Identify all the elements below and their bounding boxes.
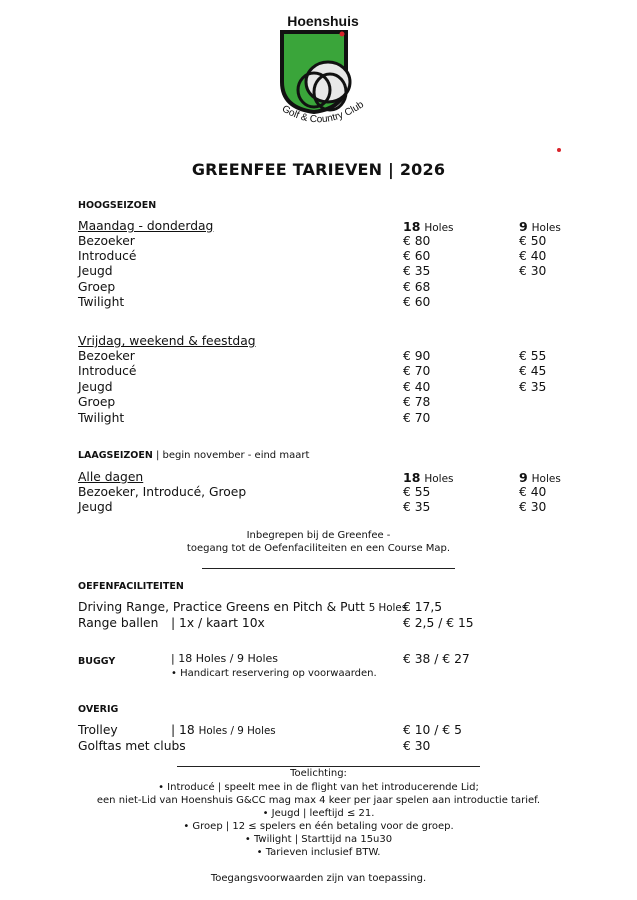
row-name: Bezoeker, Introducé, Groep bbox=[78, 485, 247, 499]
price-18: € 40 bbox=[403, 380, 431, 394]
price: € 17,5 bbox=[403, 600, 443, 614]
trolley-holes: Holes / 9 Holes bbox=[198, 725, 276, 737]
price-18: € 70 bbox=[403, 411, 431, 425]
divider bbox=[177, 766, 480, 767]
row-name: Golftas met clubs bbox=[78, 739, 186, 753]
price: € 30 bbox=[403, 739, 431, 753]
row-name: Range ballen bbox=[78, 616, 159, 630]
row-name: Jeugd bbox=[78, 264, 113, 278]
trolley-bar: | 18 bbox=[171, 723, 195, 737]
row-name: Groep bbox=[78, 395, 116, 409]
price-18: € 90 bbox=[403, 349, 431, 363]
row-name: Twilight bbox=[78, 411, 125, 425]
col9-txt: Holes bbox=[531, 222, 561, 234]
price-9: € 30 bbox=[519, 500, 547, 514]
section-heading-laagseizoen bbox=[78, 450, 309, 461]
price-9: € 50 bbox=[519, 234, 547, 248]
col9-txt: Holes bbox=[531, 473, 561, 485]
col9-num: 9 bbox=[519, 470, 528, 485]
row-name: Trolley bbox=[78, 723, 118, 737]
row-name: Introducé bbox=[78, 364, 137, 378]
logo-shield-icon bbox=[268, 8, 378, 133]
toelichting-heading: Toelichting: bbox=[290, 768, 347, 779]
section-heading-buggy: BUGGY bbox=[78, 656, 116, 667]
price-18: € 78 bbox=[403, 395, 431, 409]
price-18: € 60 bbox=[403, 295, 431, 309]
inbegrepen-line-1: Inbegrepen bij de Greenfee - bbox=[246, 530, 391, 541]
driving-range-row bbox=[78, 600, 407, 614]
column-header-9-holes bbox=[519, 219, 561, 234]
toelichting-footer: Toegangsvoorwaarden zijn van toepassing. bbox=[210, 873, 427, 884]
section-heading-oefenfaciliteiten: OEFENFACILITEITEN bbox=[78, 581, 184, 592]
price: € 10 / € 5 bbox=[403, 723, 462, 737]
toelichting-line: een niet-Lid van Hoenshuis G&CC mag max 4 keer per jaar spelen aan introductie tarief. bbox=[96, 795, 541, 806]
price-18: € 35 bbox=[403, 500, 431, 514]
toelichting-line: • Groep | 12 ≤ spelers en één betaling voor de groep. bbox=[183, 821, 454, 832]
price-9: € 55 bbox=[519, 349, 547, 363]
buggy-price: € 38 / € 27 bbox=[403, 652, 470, 666]
toelichting-line: • Tarieven inclusief BTW. bbox=[256, 847, 381, 858]
col18-num: 18 bbox=[403, 219, 421, 234]
column-header-18-holes bbox=[403, 470, 454, 485]
row-name: Groep bbox=[78, 280, 116, 294]
buggy-detail: | 18 Holes / 9 Holes bbox=[171, 652, 279, 665]
price-9: € 40 bbox=[519, 485, 547, 499]
price: € 2,5 / € 15 bbox=[403, 616, 474, 630]
toelichting-line: • Twilight | Starttijd na 15u30 bbox=[244, 834, 393, 845]
row-name: Bezoeker bbox=[78, 349, 135, 363]
logo-subtitle: Golf & Country Club bbox=[279, 99, 366, 126]
row-name: Introducé bbox=[78, 249, 137, 263]
row-name: Jeugd bbox=[78, 500, 113, 514]
section-heading-hoogseizoen: HOOGSEIZOEN bbox=[78, 200, 157, 211]
column-header-18-holes bbox=[403, 219, 454, 234]
alle-dagen-label: Alle dagen bbox=[78, 470, 144, 484]
col18-txt: Holes bbox=[424, 222, 454, 234]
price-9: € 45 bbox=[519, 364, 547, 378]
price-18: € 70 bbox=[403, 364, 431, 378]
price-9: € 30 bbox=[519, 264, 547, 278]
laagseizoen-note: | begin november - eind maart bbox=[152, 450, 310, 461]
row-name: Bezoeker bbox=[78, 234, 135, 248]
price-18: € 80 bbox=[403, 234, 431, 248]
toelichting-line: • Jeugd | leeftijd ≤ 21. bbox=[262, 808, 375, 819]
price-9: € 35 bbox=[519, 380, 547, 394]
red-dot-mark bbox=[557, 148, 561, 152]
buggy-note: • Handicart reservering op voorwaarden. bbox=[171, 668, 377, 679]
price-9: € 40 bbox=[519, 249, 547, 263]
trolley-detail bbox=[171, 723, 276, 737]
col18-num: 18 bbox=[403, 470, 421, 485]
weekend-label: Vrijdag, weekend & feestdag bbox=[78, 334, 256, 348]
club-logo bbox=[268, 8, 378, 133]
laagseizoen-title: LAAGSEIZOEN bbox=[78, 450, 153, 461]
price-18: € 55 bbox=[403, 485, 431, 499]
logo-name: Hoenshuis bbox=[287, 13, 359, 29]
col18-txt: Holes bbox=[424, 473, 454, 485]
page-title: GREENFEE TARIEVEN | 2026 bbox=[191, 160, 446, 179]
price-18: € 60 bbox=[403, 249, 431, 263]
price-18: € 35 bbox=[403, 264, 431, 278]
column-header-9-holes bbox=[519, 470, 561, 485]
col9-num: 9 bbox=[519, 219, 528, 234]
inbegrepen-line-2: toegang tot de Oefenfaciliteiten en een Course Map. bbox=[186, 543, 451, 554]
section-heading-overig: OVERIG bbox=[78, 704, 119, 715]
row-name: Twilight bbox=[78, 295, 125, 309]
row-holes: 5 Holes bbox=[368, 602, 408, 614]
divider bbox=[202, 568, 455, 569]
row-detail: | 1x / kaart 10x bbox=[171, 616, 265, 630]
row-name: Jeugd bbox=[78, 380, 113, 394]
row-name: Driving Range, Practice Greens en Pitch & Putt bbox=[78, 600, 365, 614]
weekdays-label: Maandag - donderdag bbox=[78, 219, 214, 233]
price-18: € 68 bbox=[403, 280, 431, 294]
toelichting-line: • Introducé | speelt mee in de flight van het introducerende Lid; bbox=[158, 782, 479, 793]
